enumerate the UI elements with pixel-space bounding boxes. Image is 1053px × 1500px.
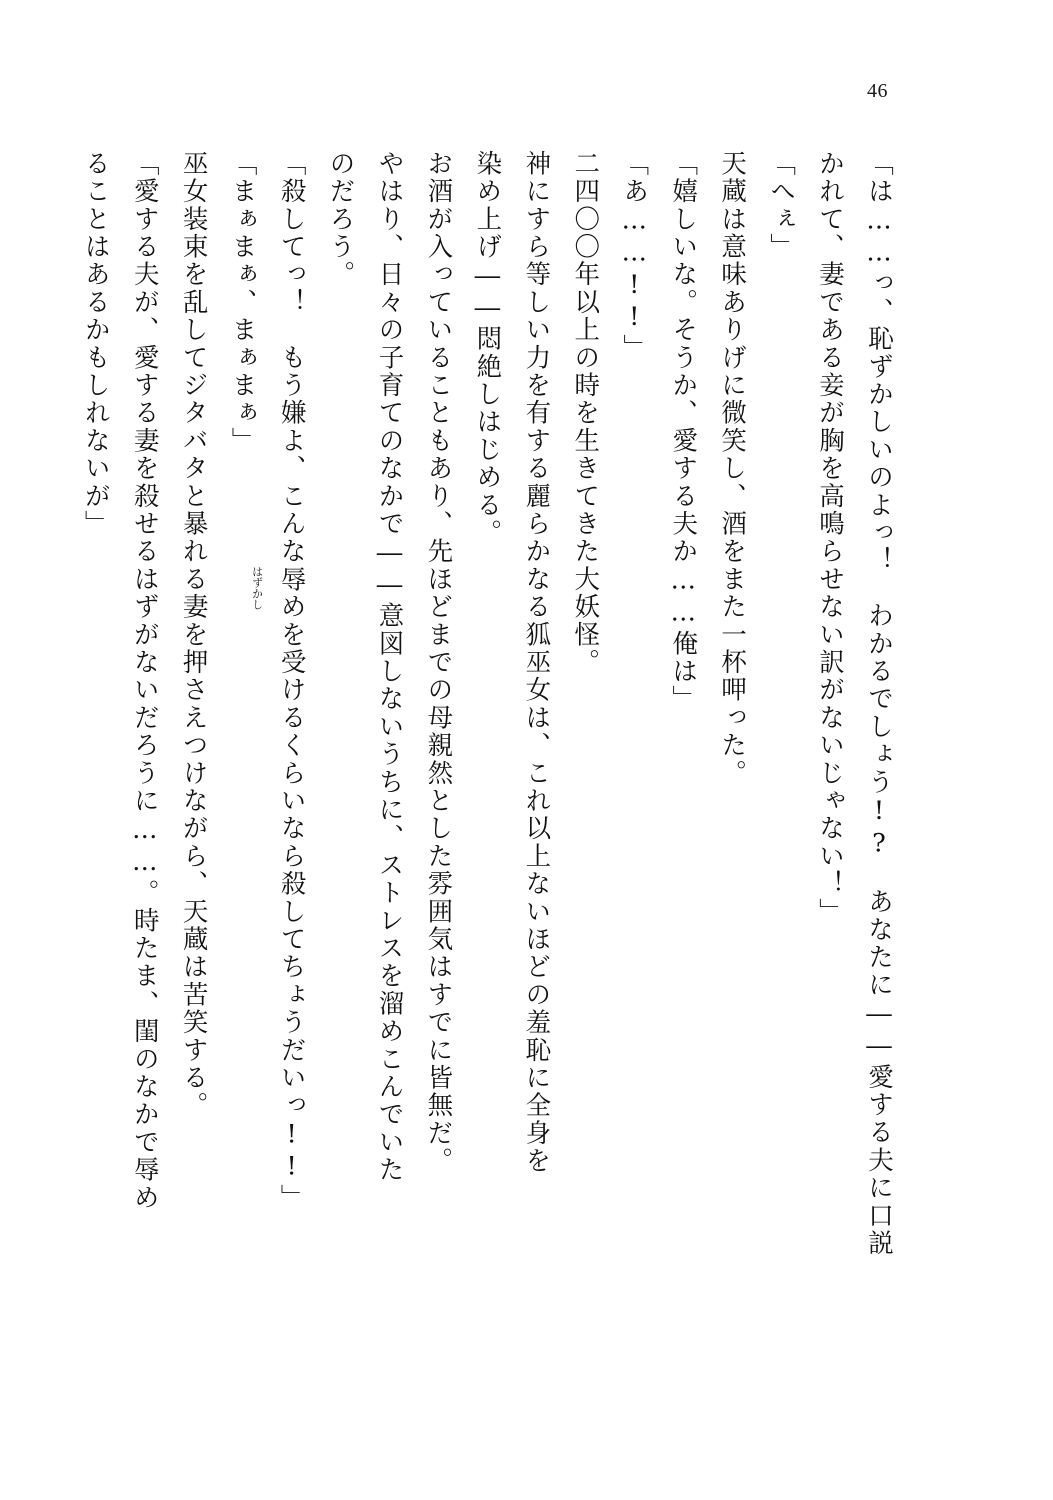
text-line: お酒が入っていることもあり、先ほどまでの母親然とした雰囲気はすでに皆無だ。: [423, 150, 454, 1175]
text-line-with-ruby: [250, 150, 316, 1410]
text-line: 染め上げ――悶絶しはじめる。: [472, 150, 503, 547]
text-line: ることはあるかもしれないが」: [80, 150, 111, 538]
text-line: 「は……っ、恥ずかしいのよっ！ わかるでしょう!? あなたに――愛する夫に口説: [864, 150, 894, 1258]
page-number: 46: [867, 80, 888, 102]
text-line: かれて、妻である妾が胸を高鳴らせない訳がないじゃない！」: [815, 150, 846, 926]
text-line: 巫女装束を乱してジタバタと暴れる妻を押さえつけながら、天蔵は苦笑する。: [178, 150, 209, 1120]
page-text-body: [80, 150, 903, 1410]
text-line: やはり、日々の子育てのなかで――意図しないうちに、ストレスを溜めこんでいた: [374, 150, 405, 1184]
text-line: 神にすら等しい力を有する麗らかなる狐巫女は、これ以上ないほどの羞恥に全身を: [521, 150, 552, 1175]
text-line: 「嬉しいな。そうか、愛する夫か……俺は」: [668, 150, 699, 713]
text-line: 「へぇ」: [766, 150, 797, 261]
ruby-reading: はずかし: [250, 565, 264, 610]
text-line-segment-before: 「殺してっ！ もう嫌よ、こんな: [276, 150, 307, 566]
ruby-base: 辱: [276, 565, 307, 594]
text-line: 「愛する夫が、愛する妻を殺せるはずがないだろうに……。時たま、閨のなかで辱め: [129, 150, 160, 1212]
text-line: 天蔵は意味ありげに微笑し、酒をまた一杯呷った。: [717, 150, 748, 788]
text-line: 二四〇〇年以上の時を生きてきた大妖怪。: [570, 150, 601, 677]
text-line-segment-after: めを受けるくらいなら殺してちょうだいっ!!」: [276, 593, 307, 1212]
text-line: のだろう。: [325, 150, 356, 289]
ruby-annotation: [250, 565, 316, 610]
text-line: 「まぁまぁ、まぁまぁ」: [227, 150, 258, 455]
text-line: 「あ……!!」: [619, 150, 650, 362]
